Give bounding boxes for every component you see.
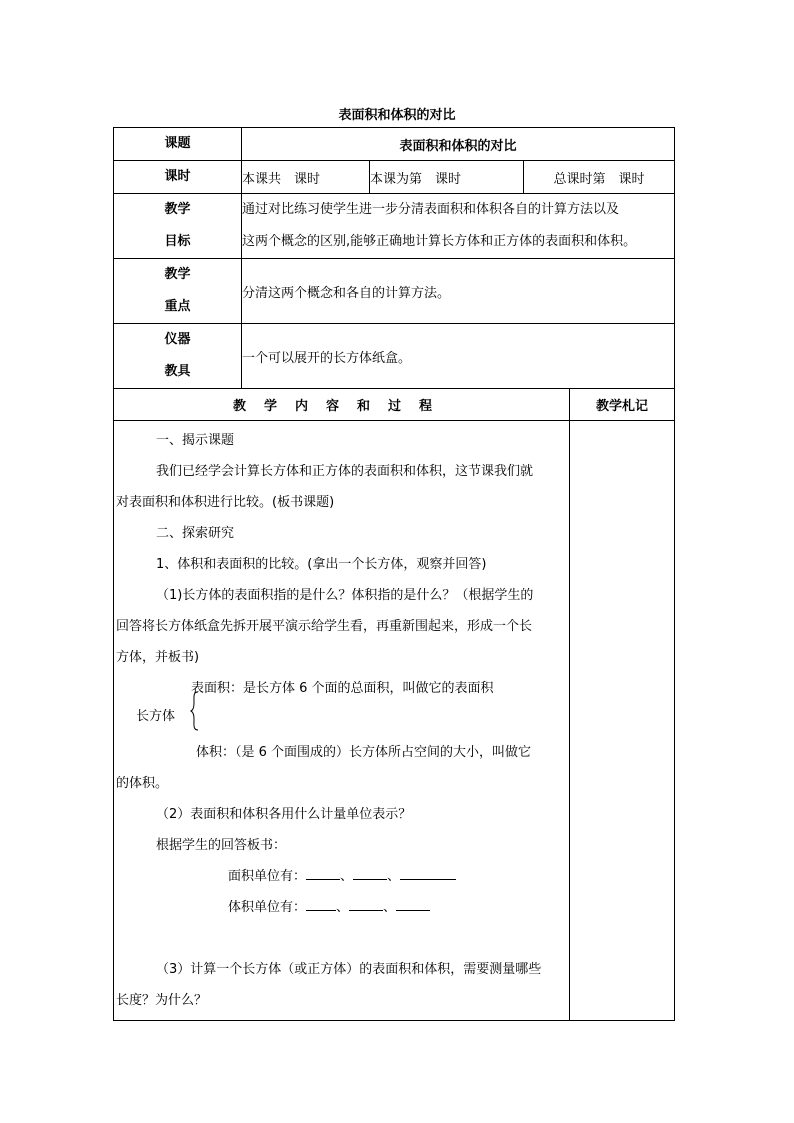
cuboid-label: 长方体 xyxy=(136,709,176,724)
notes-cell xyxy=(570,421,675,1021)
separator: 、 xyxy=(340,869,354,884)
paragraph-1-line-2: 对表面积和体积进行比较。(板书课题) xyxy=(116,495,335,510)
surface-area-definition: 表面积：是长方体 6 个面的总面积，叫做它的表面积 xyxy=(191,681,494,696)
goal-label-1: 教学 xyxy=(164,202,191,217)
tools-row xyxy=(114,324,675,389)
volume-unit-blank-2 xyxy=(349,898,383,911)
notes-header: 教学札记 xyxy=(570,389,675,421)
period-label: 课时 xyxy=(114,161,242,194)
focus-label-1: 教学 xyxy=(164,267,191,282)
question-1-line-3: 方体，并板书) xyxy=(116,650,200,665)
topic-label: 课题 xyxy=(114,128,242,161)
goal-label-2: 目标 xyxy=(164,234,191,249)
brace-icon xyxy=(190,691,200,731)
definition-brace-block xyxy=(116,673,565,737)
separator: 、 xyxy=(336,900,350,915)
period-overall: 总课时第 课时 xyxy=(524,161,675,194)
section-2-heading: 二、探索研究 xyxy=(156,526,235,541)
topic-value: 表面积和体积的对比 xyxy=(242,128,675,161)
tools-label-2: 教具 xyxy=(164,364,191,379)
question-1-line-1: （1)长方体的表面积指的是什么？体积指的是什么？（根据学生的 xyxy=(156,588,534,603)
question-1-line-2: 回答将长方体纸盒先拆开展平演示给学生看，再重新围起来，形成一个长 xyxy=(116,619,533,634)
volume-definition-line-2: 的体积。 xyxy=(116,776,169,791)
paragraph-2: 1、体积和表面积的比较。(拿出一个长方体，观察并回答) xyxy=(156,557,487,572)
goal-line-1: 通过对比练习使学生进一步分清表面积和体积各自的计算方法以及 xyxy=(242,202,620,217)
separator: 、 xyxy=(387,869,401,884)
goal-value xyxy=(242,194,675,259)
volume-units-line xyxy=(116,892,565,923)
area-unit-blank-2 xyxy=(353,867,387,880)
separator: 、 xyxy=(383,900,397,915)
answer-intro: 根据学生的回答板书： xyxy=(156,838,287,853)
area-unit-blank-3 xyxy=(400,867,456,880)
topic-row xyxy=(114,128,675,161)
focus-label-2: 重点 xyxy=(164,299,191,314)
goal-row xyxy=(114,194,675,259)
volume-definition-line-1: 体积：（是 6 个面围成的）长方体所占空间的大小，叫做它 xyxy=(196,745,532,760)
period-total: 本课共 课时 xyxy=(242,161,370,194)
process-header: 教学内容和过程 xyxy=(114,389,570,421)
document-title: 表面积和体积的对比 xyxy=(338,108,456,123)
volume-unit-blank-3 xyxy=(396,898,430,911)
paragraph-1-line-1: 我们已经学会计算长方体和正方体的表面积和体积，这节课我们就 xyxy=(156,464,534,479)
volume-units-label: 体积单位有： xyxy=(228,900,307,915)
tools-label-1: 仪器 xyxy=(164,332,191,347)
question-2: （2）表面积和体积各用什么计量单位表示？ xyxy=(156,807,412,822)
process-header-row xyxy=(114,389,675,421)
area-units-label: 面积单位有： xyxy=(228,869,307,884)
process-content-row xyxy=(114,421,675,1021)
area-unit-blank-1 xyxy=(306,867,340,880)
period-row xyxy=(114,161,675,194)
area-units-line xyxy=(116,861,565,892)
spacer xyxy=(116,923,565,954)
question-3-line-2: 长度？为什么？ xyxy=(116,993,208,1008)
tools-value: 一个可以展开的长方体纸盒。 xyxy=(242,324,675,389)
focus-label xyxy=(114,259,242,324)
goal-label xyxy=(114,194,242,259)
section-1-heading: 一、揭示课题 xyxy=(156,433,235,448)
period-current: 本课为第 课时 xyxy=(370,161,524,194)
process-content xyxy=(114,421,570,1021)
focus-row xyxy=(114,259,675,324)
tools-label xyxy=(114,324,242,389)
volume-unit-blank-1 xyxy=(306,898,336,911)
goal-line-2: 这两个概念的区别,能够正确地计算长方体和正方体的表面积和体积。 xyxy=(242,234,637,249)
focus-value: 分清这两个概念和各自的计算方法。 xyxy=(242,259,675,324)
question-3-line-1: （3）计算一个长方体（或正方体）的表面积和体积，需要测量哪些 xyxy=(156,962,542,977)
lesson-plan-table xyxy=(113,127,675,1021)
